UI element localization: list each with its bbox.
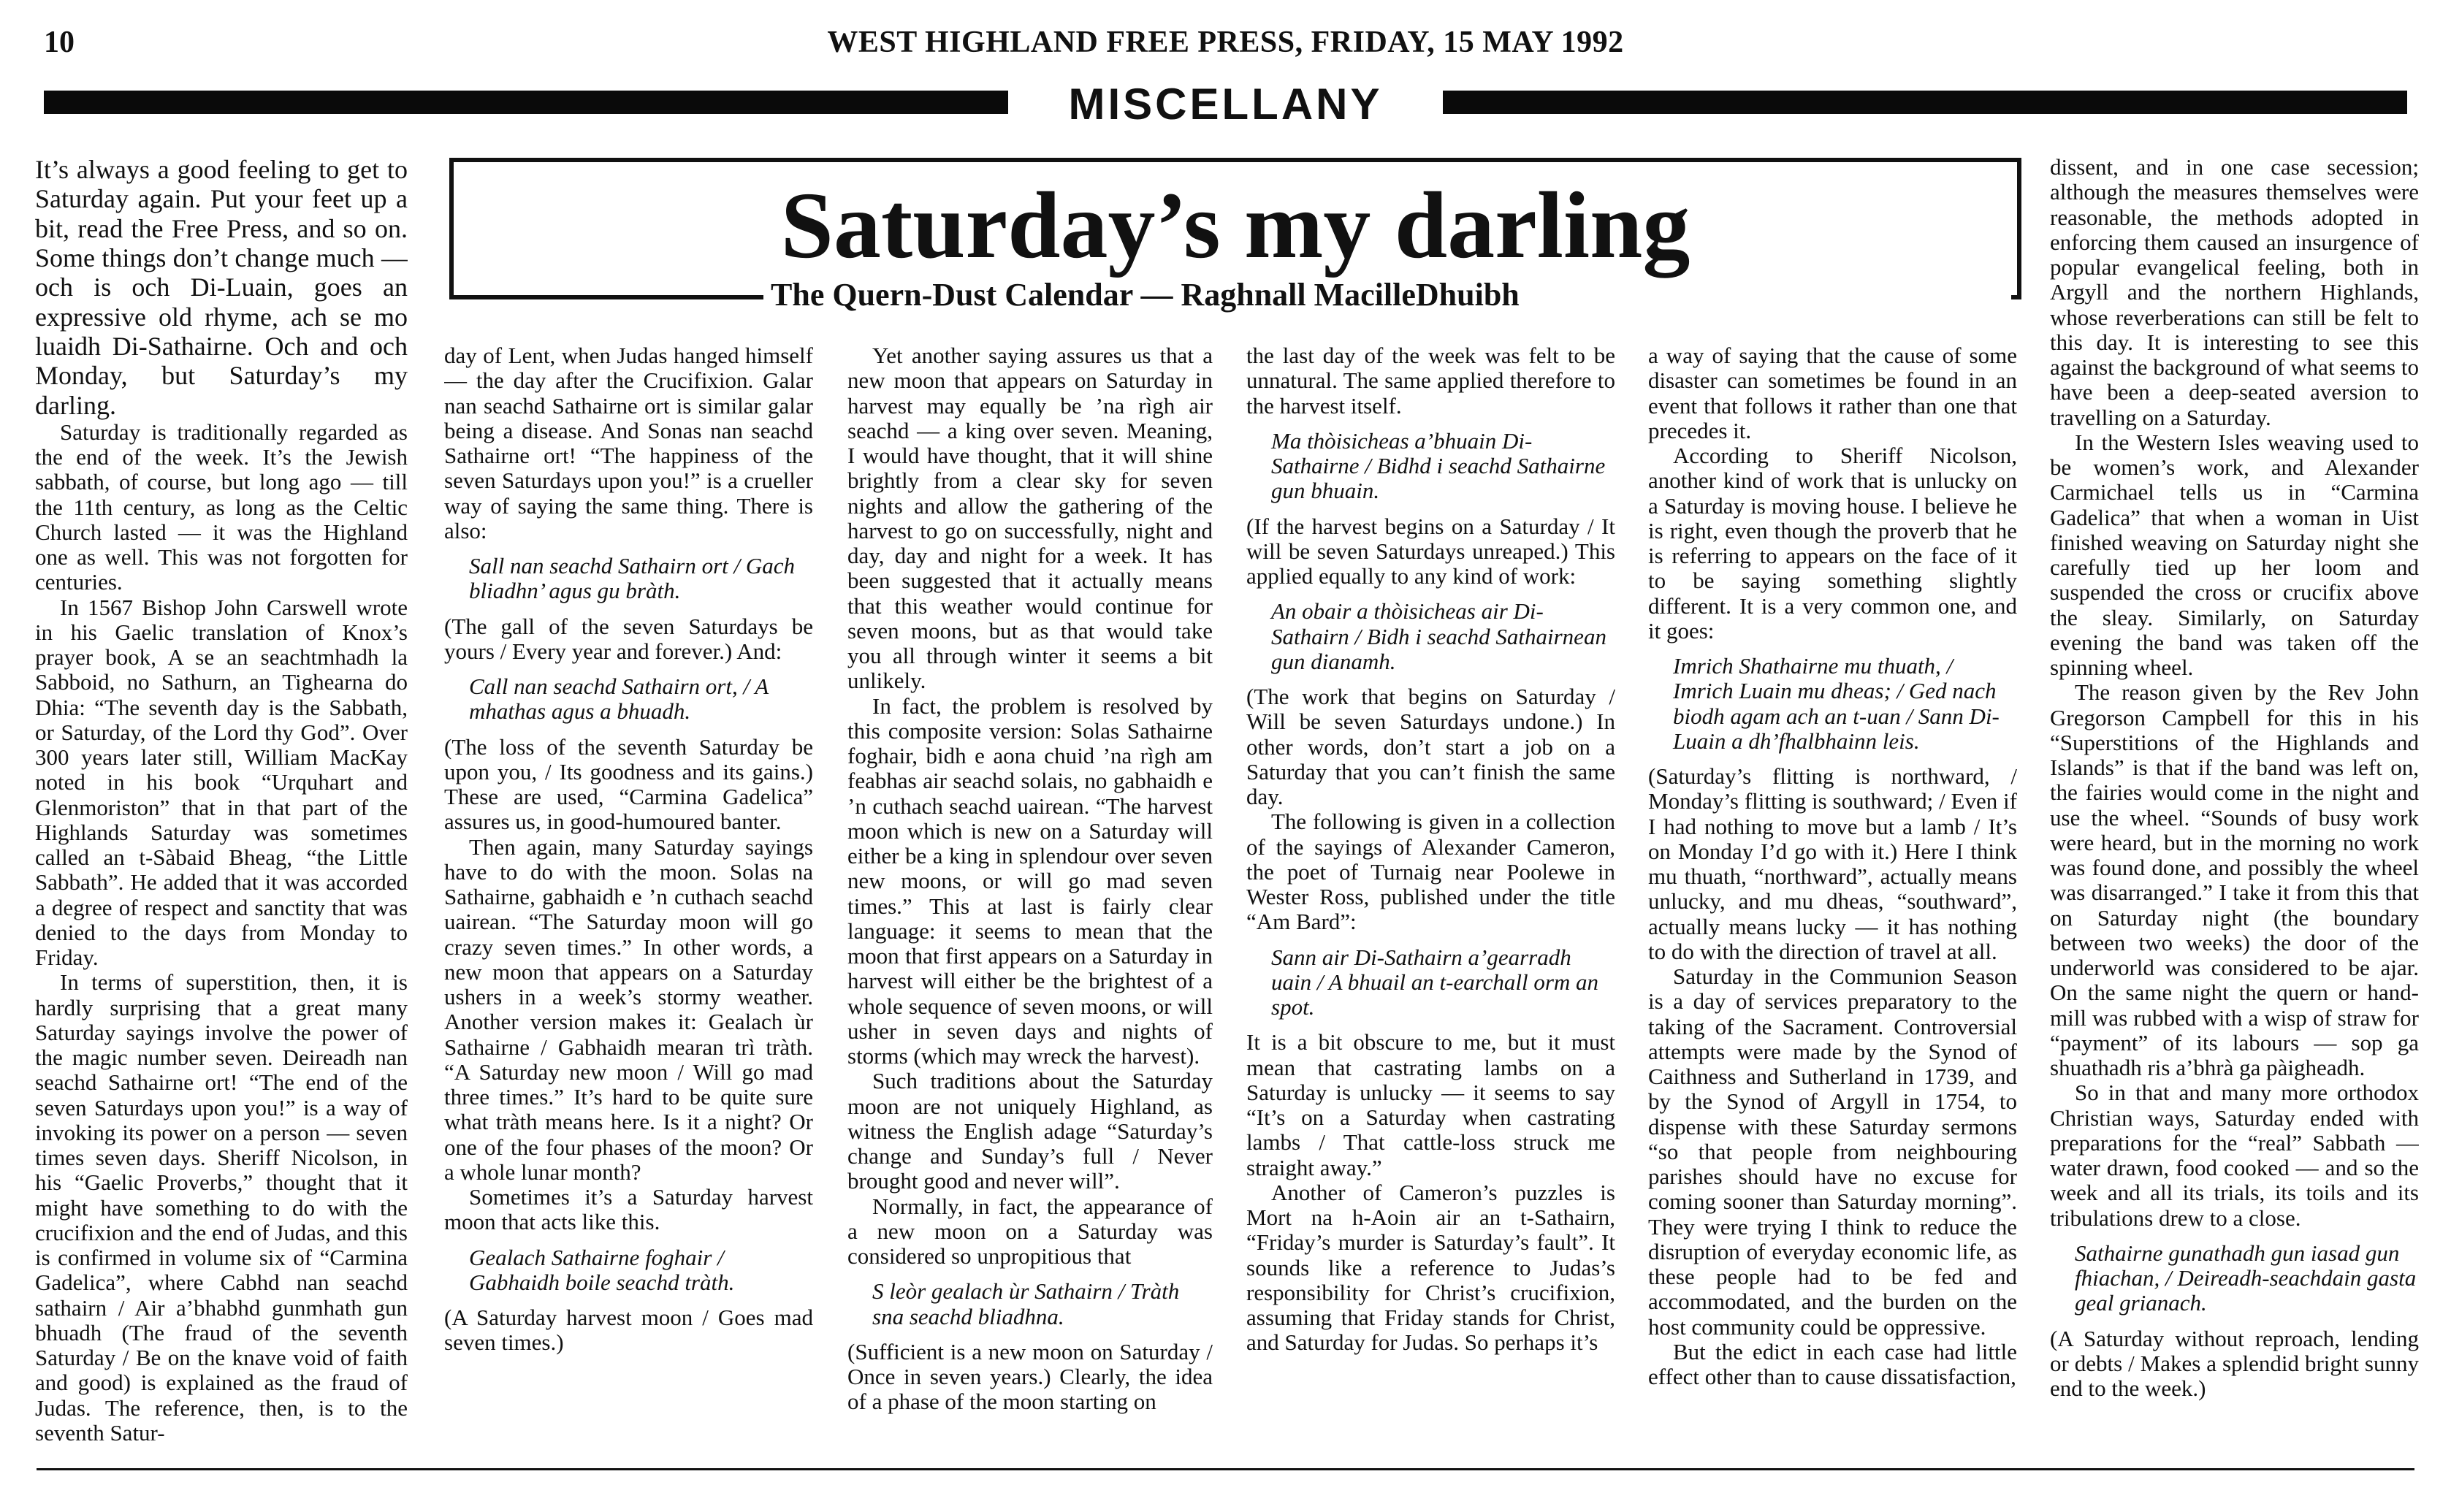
- paragraph: So in that and many more orthodox Christian ways, Saturday ended with preparations for the “real” Sabbath — water drawn, food cooked — and so the week and all its trials, its toils and its tribulations drew to a close.: [2050, 1080, 2419, 1231]
- paragraph: day of Lent, when Judas hanged himself — the day after the Crucifixion. Galar nan seachd Sathairne ort is similar galar being a disease. And Sonas nan seachd Sathairne ort! “The happiness of the seven Saturdays upon you!” is a crueller way of saying the same thing. There is also:: [444, 343, 813, 543]
- paragraph: Saturday is traditionally regarded as the end of the week. It’s the Jewish sabbath, of course, but long ago — till the 11th century, as long as the Celtic Church lasted — it was the Highland one as well. This was not forgotten for centuries.: [35, 419, 408, 595]
- article-column-5: [1648, 343, 2017, 1446]
- paragraph: In the Western Isles weaving used to be women’s work, and Alexander Carmichael tells us in “Carmina Gadelica” that when a woman in Uist finished weaving on Saturday night she carefully tied up her loom and suspended the cross or crucifix above the sleay. Similarly, on Saturday evening the band was taken off the spinning wheel.: [2050, 429, 2419, 680]
- article-column-4: [1246, 343, 1615, 1446]
- gaelic-verse: Sall nan seachd Sathairn ort / Gach bliadhn’ agus gu bràth.: [469, 553, 796, 604]
- section-bar: [44, 80, 2407, 129]
- lead-paragraph: It’s always a good feeling to get to Saturday again. Put your feet up a bit, read the Free Press, and so on. Some things don’t change much — och is och Di-Luain, goes an expressive old rhyme, ach se mo luaidh Di-Sathairne. Och and och Monday, but Saturday’s my darling.: [35, 155, 408, 420]
- gaelic-verse: Gealach Sathairne foghair / Gabhaidh boile seachd tràth.: [469, 1244, 735, 1295]
- byline: The Quern-Dust Calendar — Raghnall MacilleDhuibh: [771, 277, 1520, 313]
- paragraph: In terms of superstition, then, it is hardly surprising that a great many Saturday sayings involve the power of the magic number seven. Deireadh nan seachd Sathairne ort! “The end of the seven Saturdays upon you!” is a way of invoking its power on a person — seven times seven days. Sheriff Nicolson, in his “Gaelic Proverbs,” thought that it might have something to do with the crucifixion and the end of Judas, and this is confirmed in volume six of “Carmina Gadelica”, where Cabhd nan seachd sathairn / Air a’bhabhd gunmhath gun bhuadh (The fraud of the seventh Saturday / Be on the knave void of faith and good) is explained as the fraud of Judas. The reference, then, is to the seventh Satur-: [35, 969, 408, 1446]
- paragraph: In 1567 Bishop John Carswell wrote in his Gaelic translation of Knox’s prayer book, A se an seachtmhadh la Sabboid, no Sathurn, an Tighearna do Dhia: “The seventh day is the Sabbath, or Saturday, of the Lord thy God”. Over 300 years later still, William MacKay noted in his book “Urquhart and Glenmoriston” that in that part of the Highlands Saturday was sometimes called an t-Sàbaid Bheag, “the Little Sabbath”. He added that it was accorded a degree of respect and sanctity that was denied to the days from Monday to Friday.: [35, 594, 408, 971]
- article-column-2: [444, 343, 813, 1446]
- gaelic-verse: S leòr gealach ùr Sathairn / Tràth sna seachd bliadhna.: [872, 1278, 1180, 1329]
- gaelic-verse: Sathairne gunathadh gun iasad gun fhiachan, / Deireadh-seachdain gasta geal grianach.: [2075, 1240, 2417, 1316]
- paragraph: In fact, the problem is resolved by this composite version: Solas Sathairne foghair, bidh e aona chuid ’na rìgh am feabhas air seachd solais, no gabhaidh e ’n cuthach seachd uairean. “The harvest moon which is new on a Saturday will either be a king in splendour over seven new moons, or will go mad seven times.” This at last is fairly clear language: it seems to mean that the moon that first appears on a Saturday in harvest will either be the brightest of a whole sequence of seven moons, or will usher in seven days and nights of storms (which may wreck the harvest).: [847, 692, 1213, 1069]
- paragraph: The reason given by the Rev John Gregorson Campbell for this in his “Superstitions of the Highlands and Islands” is that if the band was left on, the fairies would come in the night and use the wheel. “Sounds of busy work were heard, but in the morning no work was found done, and possibly the wheel was disarranged.” I take it from this that on Saturday night (the boundary between two weeks) the door of the underworld was considered to be ajar. On the same night the quern or hand-mill was rubbed with a wisp of straw for “payment” of its labours — sop ga shuathadh ris a’bhrà ga pàigheadh.: [2050, 679, 2419, 1080]
- paragraph: Another of Cameron’s puzzles is Mort na h-Aoin air an t-Sathairn, “Friday’s murder is Saturday’s fault”. It sounds like a reference to Judas’s responsibility for Christ’s crucifixion, assuming that Friday stands for Christ, and Saturday for Judas. So perhaps it’s: [1246, 1179, 1615, 1356]
- paragraph: (A Saturday harvest moon / Goes mad seven times.): [444, 1305, 813, 1356]
- paragraph: the last day of the week was felt to be unnatural. The same applied therefore to the harvest itself.: [1246, 343, 1615, 419]
- masthead: [29, 22, 2422, 66]
- article-column-6: [2050, 155, 2419, 1448]
- gaelic-verse: Sann air Di-Sathairn a’gearradh uain / A bhuail an t-earchall orm an spot.: [1271, 944, 1599, 1020]
- byline-row: [449, 276, 2021, 317]
- paragraph: Then again, many Saturday sayings have to do with the moon. Solas na Sathairne, gabhaidh e ’n cuthach seachd uairean. “The Saturday moon will go crazy seven times.” In other words, a new moon that appears on a Saturday ushers in a week’s stormy weather. Another version makes it: Gealach ùr Sathairne / Gabhaidh mearan trì tràth. “A Saturday new moon / Will go mad three times.” It’s hard to be quite sure what tràth means here. Is it a night? Or one of the four phases of the moon? Or a whole lunar month?: [444, 833, 813, 1185]
- byline-rule: [2011, 295, 2021, 299]
- newspaper-title: WEST HIGHLAND FREE PRESS, FRIDAY, 15 MAY 1992: [827, 26, 1624, 59]
- paragraph: It is a bit obscure to me, but it must mean that castrating lambs on a Saturday is unlucky — it seems to say “It’s on a Saturday when castrating lambs / That cattle-loss struck me straight away.”: [1246, 1029, 1615, 1180]
- paragraph: (A Saturday without reproach, lending or debts / Makes a splendid bright sunny end to the week.): [2050, 1325, 2419, 1401]
- section-title: MISCELLANY: [1068, 80, 1383, 129]
- paragraph: (If the harvest begins on a Saturday / It will be seven Saturdays unreaped.) This applied equally to any kind of work:: [1246, 513, 1615, 589]
- paragraph: The following is given in a collection of the sayings of Alexander Cameron, the poet of Turnaig near Poolewe in Wester Ross, published under the title “Am Bard”:: [1246, 809, 1615, 935]
- gaelic-verse: Ma thòisicheas a’bhuain Di-Sathairne / Bidhd i seachd Sathairne gun bhuain.: [1271, 427, 1606, 504]
- paragraph: Yet another saying assures us that a new moon that appears on Saturday in harvest may equally be ’na rìgh air seachd — a king over seven. Meaning, I would have thought, that it will shine brightly from a clear sky for seven nights and allow the gathering of the harvest to go on successfully, night and day, day and night for a week. It has been suggested that it actually means that this weather would continue for seven moons, but as that would take you all through winter it seems a bit unlikely.: [847, 343, 1213, 694]
- paragraph: Such traditions about the Saturday moon are not uniquely Highland, as witness the English adage “Saturday’s change and Sunday’s full / Never brought good and never will”.: [847, 1068, 1213, 1194]
- paragraph: But the edict in each case had little effect other than to cause dissatisfaction,: [1648, 1338, 2017, 1389]
- paragraph: a way of saying that the cause of some disaster can sometimes be found in an event that follows it rather than one that precedes it.: [1648, 343, 2017, 443]
- paragraph: (The gall of the seven Saturdays be yours / Every year and forever.) And:: [444, 613, 813, 664]
- paragraph: Saturday in the Communion Season is a day of services preparatory to the taking of the Sacrament. Controversial attempts were made by the Synod of Caithness and Sutherland in 1739, and by the Synod of Argyll in 1754, to dispense with these Saturday sermons “so that people from neighbouring parishes should have no excuse for coming sooner than Saturday morning”. They were trying I think to reduce the disruption of everyday economic life, as these people had to be fed and accommodated, and the burden on the host community could be oppressive.: [1648, 963, 2017, 1340]
- paragraph: (The loss of the seventh Saturday be upon you, / Its goodness and its gains.) These are used, “Carmina Gadelica” assures us, in good-humoured banter.: [444, 733, 813, 835]
- footer-rule: [37, 1468, 2414, 1470]
- gaelic-verse: An obair a thòisicheas air Di-Sathairn / Bidh i seachd Sathairnean gun dianamh.: [1271, 598, 1606, 674]
- paragraph: Normally, in fact, the appearance of a new moon on a Saturday was considered so unpropitious that: [847, 1193, 1213, 1269]
- gaelic-verse: Call nan seachd Sathairn ort, / A mhathas agus a bhuadh.: [469, 673, 769, 725]
- gaelic-verse: Imrich Shathairne mu thuath, / Imrich Luain mu dheas; / Ged nach biodh agam ach an t-uan / Sann Di-Luain a dh’fhalbhainn leis.: [1673, 653, 2000, 754]
- paragraph: (The work that begins on Saturday / Will be seven Saturdays undone.) In other words, don’t start a job on a Saturday that you can’t finish the same day.: [1246, 684, 1615, 809]
- article-column-1: [35, 155, 408, 1448]
- headline: Saturday’s my darling: [780, 173, 1690, 278]
- page-number: 10: [44, 26, 75, 59]
- paragraph: According to Sheriff Nicolson, another kind of work that is unlucky on a Saturday is moving house. I believe he is right, even though the proverb that he is referring to appears on the face of it to be saying something slightly different. It is a very common one, and it goes:: [1648, 443, 2017, 644]
- article-column-3: [847, 343, 1213, 1446]
- paragraph: (Sufficient is a new moon on Saturday / Once in seven years.) Clearly, the idea of a phase of the moon starting on: [847, 1338, 1213, 1415]
- byline-rule: [449, 295, 763, 299]
- paragraph: (Saturday’s flitting is northward, / Monday’s flitting is southward; / Even if I had nothing to move but a lamb / It’s on Monday I’d go with it.) Here I think mu thuath, “northward”, actually means unlucky, and mu dheas, “southward”, actually means lucky — it has nothing to do with the direction of travel at all.: [1648, 763, 2017, 964]
- paragraph: dissent, and in one case secession; although the measures themselves were reasonable, the methods adopted in enforcing them caused an insurgence of popular evangelical feeling, both in Argyll and the northern Highlands, whose reverberations can still be felt to this day. It is interesting to see this against the background of what seems to have been a deep-seated aversion to travelling on a Saturday.: [2050, 155, 2419, 430]
- paragraph: Sometimes it’s a Saturday harvest moon that acts like this.: [444, 1184, 813, 1235]
